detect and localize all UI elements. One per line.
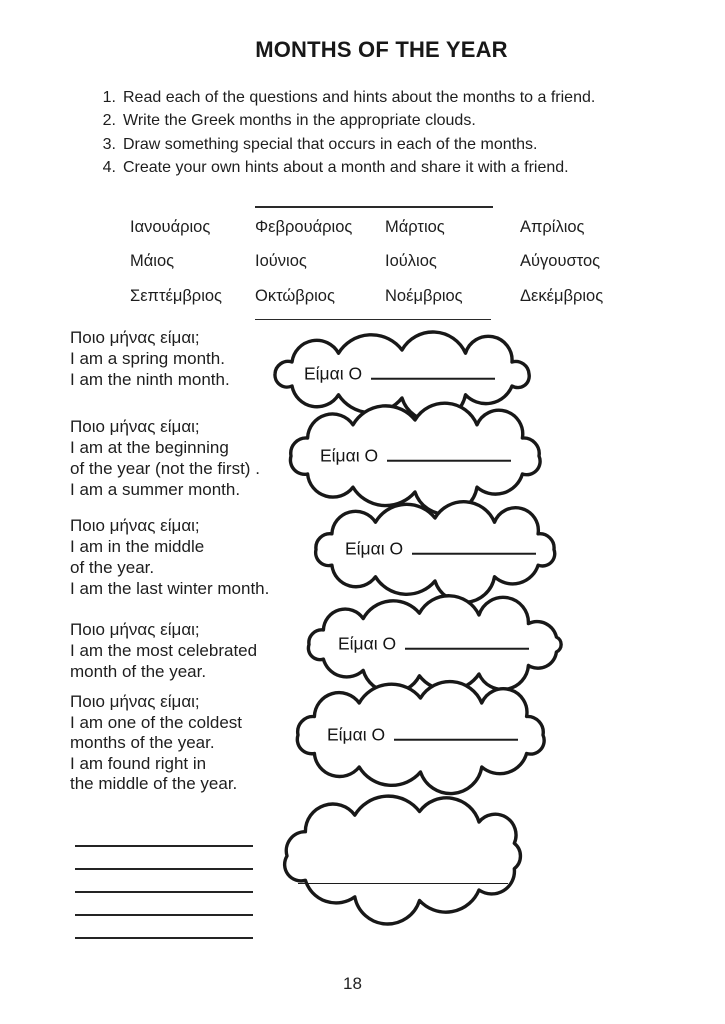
cloud-label: Είμαι Ο bbox=[327, 724, 386, 745]
month-cell: Απρίλιος bbox=[520, 217, 585, 236]
cloud-answer-3 bbox=[297, 502, 573, 597]
cloud-blank-line bbox=[405, 630, 529, 650]
writing-line bbox=[75, 914, 253, 916]
instruction-text: Draw something special that occurs in each of the months. bbox=[123, 135, 538, 153]
hint-line: I am the last winter month. bbox=[70, 579, 270, 598]
cloud-answer-1 bbox=[256, 334, 548, 414]
month-cell: Νοέμβριος bbox=[385, 286, 463, 305]
hint-block-3 bbox=[70, 515, 269, 599]
page-title: MONTHS OF THE YEAR bbox=[255, 37, 508, 62]
months-row bbox=[130, 245, 610, 280]
month-cell: Αύγουστος bbox=[520, 252, 601, 271]
cloud-label: Είμαι Ο bbox=[345, 538, 404, 559]
hint-line: Ποιο μήνας είμαι; bbox=[70, 417, 200, 436]
hint-line: of the year. bbox=[70, 558, 155, 577]
month-cell: Ιούλιος bbox=[385, 252, 437, 271]
instruction-text: Create your own hints about a month and share it with a friend. bbox=[123, 159, 569, 177]
cloud-blank-line bbox=[371, 360, 495, 380]
months-table bbox=[130, 210, 610, 314]
instruction-number: 3. bbox=[102, 135, 116, 153]
hint-line: the middle of the year. bbox=[70, 774, 238, 793]
page-number: 18 bbox=[343, 974, 362, 993]
month-cell: Φεβρουάριος bbox=[255, 217, 353, 236]
hint-line: I am one of the coldest bbox=[70, 712, 242, 732]
hint-line: I am a summer month. bbox=[70, 480, 241, 499]
cloud-label: Είμαι Ο bbox=[338, 633, 397, 654]
cloud-blank-line bbox=[394, 721, 518, 741]
instruction-item bbox=[98, 109, 595, 132]
cloud-blank-line bbox=[412, 535, 536, 555]
hint-line: I am the ninth month. bbox=[70, 370, 230, 389]
month-cell: Δεκέμβριος bbox=[520, 286, 604, 305]
hint-line: month of the year. bbox=[70, 662, 207, 681]
writing-line bbox=[75, 937, 253, 939]
cloud-answer-5 bbox=[279, 682, 562, 788]
hint-line: I am a spring month. bbox=[70, 349, 225, 368]
hint-block-2 bbox=[70, 416, 260, 500]
hint-line: I am the most celebrated bbox=[70, 641, 258, 660]
hint-line: Ποιο μήνας είμαι; bbox=[70, 328, 200, 347]
month-cell: Μάρτιος bbox=[385, 217, 445, 236]
months-row bbox=[130, 279, 610, 314]
hint-block-5 bbox=[70, 692, 242, 795]
hint-line: months of the year. bbox=[70, 733, 215, 752]
months-row bbox=[130, 210, 610, 245]
month-cell: Ιανουάριος bbox=[130, 217, 211, 236]
writing-line bbox=[75, 845, 253, 847]
cloud-answer-4 bbox=[290, 597, 579, 692]
hint-line: I am at the beginning bbox=[70, 438, 229, 457]
cloud-answer-6 bbox=[268, 795, 538, 917]
cloud-blank-line bbox=[387, 442, 511, 462]
instruction-text: Write the Greek months in the appropriate clouds. bbox=[123, 112, 476, 130]
month-cell: Οκτώβριος bbox=[255, 286, 335, 305]
hint-line: Ποιο μήνας είμαι; bbox=[70, 516, 200, 535]
hint-line: Ποιο μήνας είμαι; bbox=[70, 620, 200, 639]
hint-block-1 bbox=[70, 327, 230, 390]
cloud-label: Είμαι Ο bbox=[320, 445, 379, 466]
writing-line bbox=[75, 868, 253, 870]
month-cell: Ιούνιος bbox=[255, 252, 307, 271]
hint-line: I am found right in bbox=[70, 753, 207, 773]
hint-line: of the year (not the first) . bbox=[70, 459, 260, 478]
months-table-top-rule bbox=[255, 206, 493, 208]
instruction-item bbox=[98, 133, 595, 156]
instruction-number: 1. bbox=[102, 89, 116, 106]
instruction-number: 4. bbox=[102, 159, 116, 177]
cloud-label: Είμαι Ο bbox=[304, 363, 363, 384]
months-table-bottom-rule bbox=[255, 319, 491, 320]
instruction-text: Read each of the questions and hints about the months to a friend. bbox=[123, 89, 596, 106]
instructions-list bbox=[98, 86, 595, 180]
hint-line: I am in the middle bbox=[70, 537, 205, 556]
cloud-answer-2 bbox=[272, 404, 558, 508]
month-cell: Μάιος bbox=[130, 252, 175, 271]
hint-block-4 bbox=[70, 619, 257, 682]
month-cell: Σεπτέμβριος bbox=[130, 286, 222, 305]
instruction-item bbox=[98, 86, 595, 109]
hint-line: Ποιο μήνας είμαι; bbox=[70, 692, 200, 711]
instruction-item bbox=[98, 156, 595, 179]
instruction-number: 2. bbox=[102, 112, 116, 130]
cloud-blank-line bbox=[298, 864, 508, 884]
cloud-outline bbox=[268, 795, 538, 917]
writing-line bbox=[75, 891, 253, 893]
